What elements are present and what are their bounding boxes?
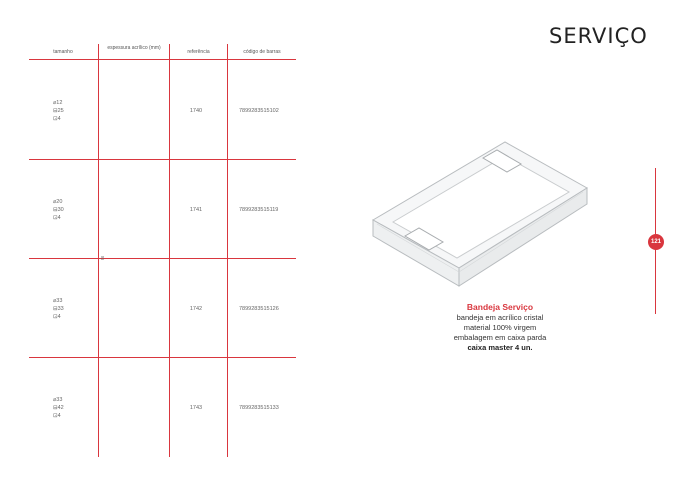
- table-divider: [227, 44, 228, 457]
- table-rule: [29, 159, 296, 160]
- table-row-ref: 1743: [189, 405, 203, 411]
- size-diameter: ⌀20: [53, 199, 63, 205]
- page-number-badge: 121: [648, 234, 664, 250]
- size-length: ⊟33: [53, 306, 64, 312]
- size-diameter: ⌀33: [53, 397, 63, 403]
- product-table: [29, 44, 296, 457]
- table-row-ean: 7899283515133: [239, 405, 279, 411]
- header-size: tamanho: [53, 49, 73, 55]
- page-title: SERVIÇO: [549, 24, 648, 48]
- product-description: bandeja em acrílico cristal: [456, 313, 544, 322]
- product-description: material 100% virgem: [463, 323, 537, 332]
- product-packing: caixa master 4 un.: [467, 343, 533, 352]
- size-height: ⊡4: [53, 215, 61, 221]
- product-name: Bandeja Serviço: [466, 302, 534, 312]
- table-row-ean: 7899283515126: [239, 306, 279, 312]
- product-description: embalagem em caixa parda: [453, 333, 547, 342]
- size-height: ⊡4: [53, 314, 61, 320]
- size-height: ⊡4: [53, 413, 61, 419]
- table-row-sizes: [53, 99, 64, 123]
- table-row-ref: 1740: [189, 108, 203, 114]
- table-row-ref: 1742: [189, 306, 203, 312]
- table-rule: [29, 258, 296, 259]
- size-length: ⊟30: [53, 207, 64, 213]
- table-row-ean: 7899283515102: [239, 108, 279, 114]
- size-diameter: ⌀12: [53, 100, 63, 106]
- table-rule: [29, 59, 296, 60]
- table-row-sizes: [53, 198, 64, 222]
- header-thickness: espessura acrílico (mm): [107, 45, 161, 51]
- thickness-value: 8: [101, 256, 105, 262]
- table-row-ref: 1741: [189, 207, 203, 213]
- size-length: ⊟25: [53, 108, 64, 114]
- table-rule: [29, 357, 296, 358]
- header-reference: referência: [187, 49, 210, 55]
- table-row-ean: 7899283515119: [239, 207, 279, 213]
- table-divider: [169, 44, 170, 457]
- table-row-sizes: [53, 297, 64, 321]
- table-row-sizes: [53, 396, 64, 420]
- size-diameter: ⌀33: [53, 298, 63, 304]
- header-barcode: código de barras: [243, 49, 281, 55]
- size-height: ⊡4: [53, 116, 61, 122]
- table-divider: [98, 44, 99, 457]
- tray-image: [365, 140, 595, 290]
- size-length: ⊟42: [53, 405, 64, 411]
